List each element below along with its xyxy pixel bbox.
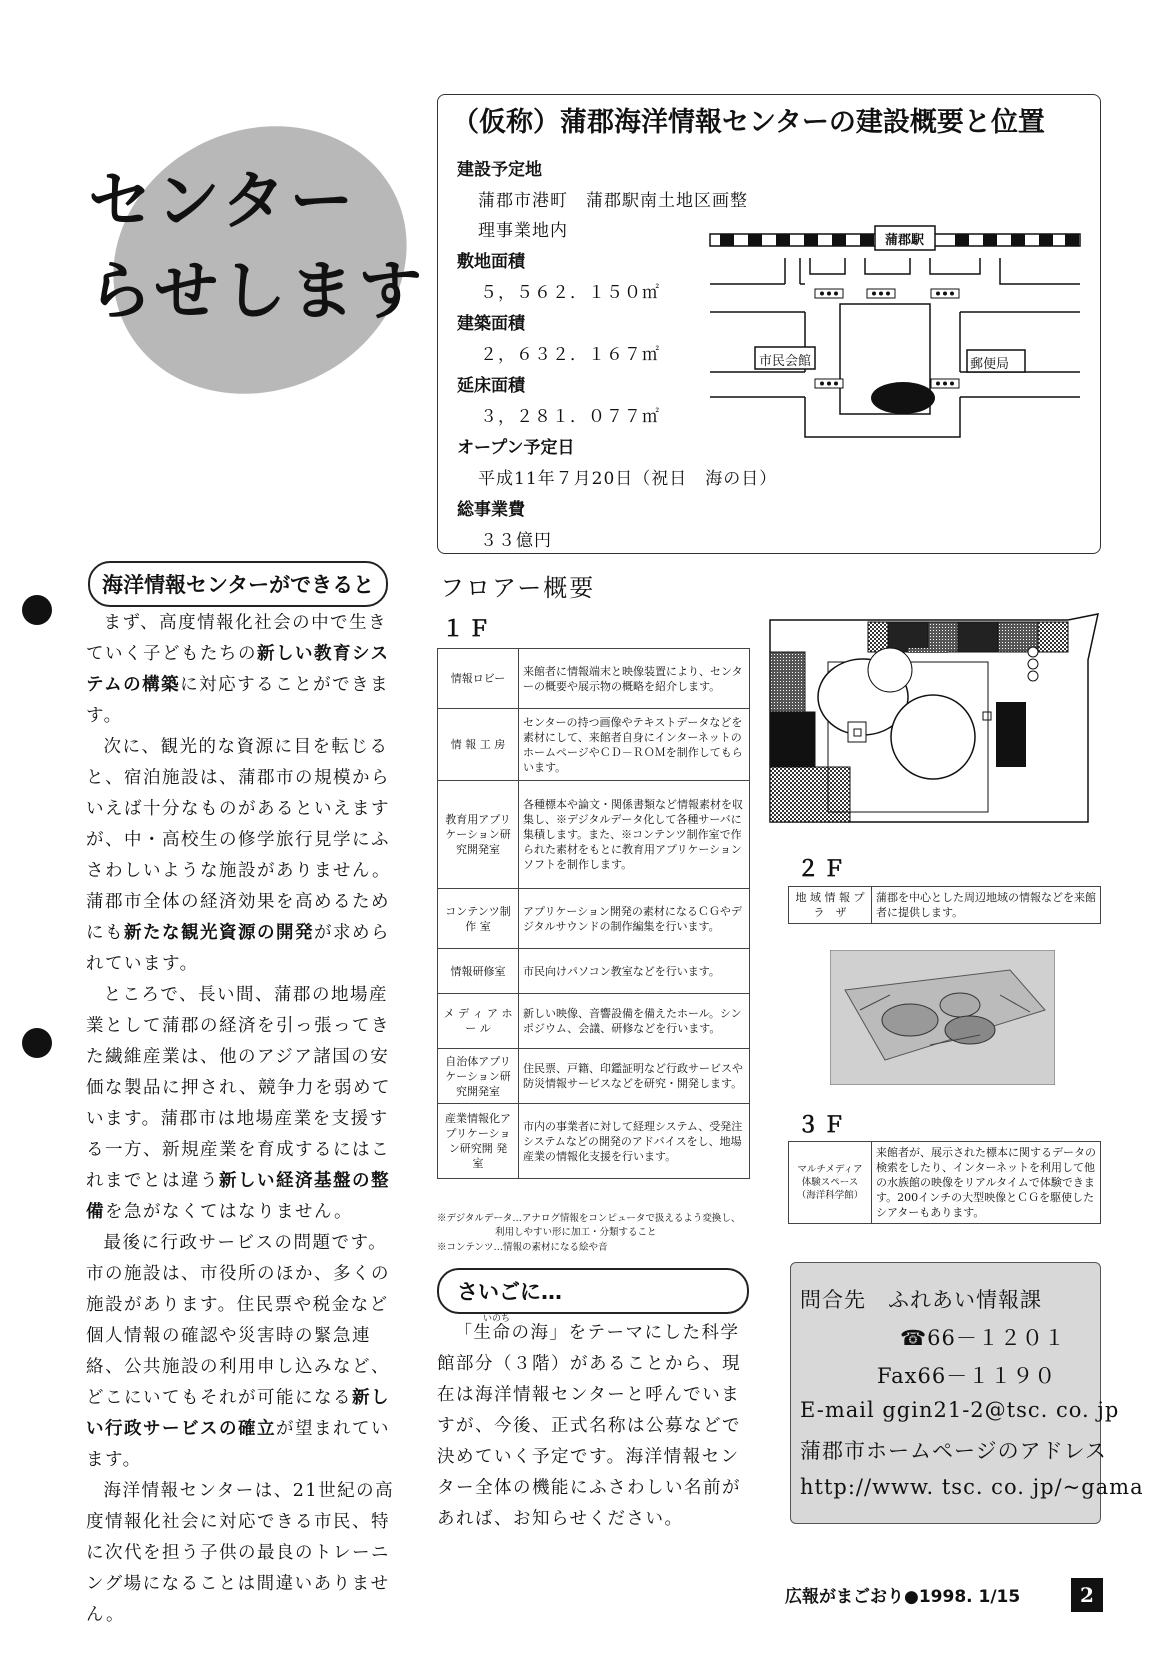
overview-label-site: 建設予定地 — [457, 160, 542, 180]
page-number: 2 — [1071, 1578, 1103, 1612]
left-article-body — [86, 608, 400, 1631]
overview-value-site-2: 理事業地内 — [478, 221, 568, 241]
table-row — [438, 709, 750, 781]
table-row — [438, 781, 750, 889]
table-row — [789, 1142, 1101, 1224]
floor-2f-table — [788, 886, 1101, 924]
table-cell-room: 情 報 工 房 — [438, 709, 519, 781]
paragraph-text: を急がなくてはなりません。 — [105, 1202, 354, 1222]
table-row — [789, 887, 1101, 924]
floor-3f-label: ３Ｆ — [797, 1113, 850, 1138]
paragraph-text: まず、高度情報化社会の中で生きていく子どもたちの — [86, 613, 388, 664]
left-paragraph — [86, 1476, 400, 1631]
overview-label-floor-area: 延床面積 — [457, 376, 525, 396]
contact-email: E-mail ggin21-2@tsc. co. jp — [800, 1398, 1120, 1422]
paragraph-text: に対応することができます。 — [86, 675, 390, 726]
table-row — [438, 994, 750, 1049]
table-cell-desc: 各種標本や論文・関係書類など情報素材を収集し、※デジタルデータ化して各種サーバに集積します。また、※コンテンツ制作室で作られた素材をもとに教育用アプリケーションソフトを制作します。 — [519, 781, 750, 889]
table-cell-desc: 市内の事業者に対して経理システム、受発注システムなどの開発のアドバイスをし、地場産業の情報化支援を行います。 — [519, 1104, 750, 1179]
footnote-contents: ※コンテンツ…情報の素材になる絵や音 — [437, 1242, 608, 1253]
map-label-city-hall: 市民会館 — [759, 354, 812, 369]
floor-3f-photo — [830, 950, 1055, 1085]
ruby-inochi: いのち — [483, 1314, 511, 1324]
table-cell-room: メ デ ィ ア ホ ー ル — [438, 994, 519, 1049]
table-cell-room: 情報ロビー — [438, 649, 519, 709]
headline-line-1: センター — [88, 165, 358, 239]
table-cell-desc: 蒲郡を中心とした周辺地域の情報などを来館者に提供します。 — [872, 887, 1101, 924]
paragraph-text: 最後に行政サービスの問題です。市の施設は、市役所のほか、多くの施設があります。住民票や税金など個人情報の確認や災害時の緊急連絡、公共施設の利用申し込みなど、どこにいてもそれが可能になる — [86, 1233, 390, 1408]
contact-fax: Fax66－１１９０ — [877, 1364, 1057, 1388]
contact-tel: ☎66－１２０１ — [900, 1326, 1066, 1350]
table-cell-room: 地 域 情 報 プ ラ ザ — [789, 887, 872, 924]
emphasis-text: 新しい経済基盤の整備 — [86, 1171, 390, 1222]
table-row — [438, 949, 750, 994]
overview-label-building-area: 建築面積 — [457, 314, 525, 334]
overview-value-open-date: 平成11年７月20日（祝日 海の日） — [478, 469, 778, 489]
floor-1f-table — [437, 648, 750, 1179]
table-cell-desc: 来館者が、展示された標本に関するデータの検索をしたり、インターネットを利用して他の水族館の映像をリアルタイムで体験できます。200インチの大型映像とＣＧを駆使したシアターもあります。 — [872, 1142, 1101, 1224]
floor-3f-table — [788, 1141, 1101, 1224]
table-row — [438, 889, 750, 949]
bullet-dot — [22, 1028, 52, 1058]
table-row — [438, 1049, 750, 1104]
overview-value-cost: ３３億円 — [480, 531, 552, 551]
table-cell-desc: 住民票、戸籍、印鑑証明など行政サービスや防災情報サービスなどを研究・開発します。 — [519, 1049, 750, 1104]
floor-2f-label: ２Ｆ — [797, 857, 850, 882]
paragraph-text: が望まれています。 — [86, 1419, 390, 1470]
bullet-dot — [22, 595, 52, 625]
overview-value-land-area: ５，５６２．１５０㎡ — [480, 283, 660, 303]
paragraph-text: 海洋情報センターは、21世紀の高度情報化社会に対応できる市民、特に次代を担う子供の最良のトレーニング場になることは間違いありません。 — [86, 1481, 395, 1625]
emphasis-text: 新しい行政サービスの確立 — [86, 1388, 390, 1439]
table-row — [438, 649, 750, 709]
table-cell-desc: アプリケーション開発の素材になるＣＧやデジタルサウンドの制作編集を行います。 — [519, 889, 750, 949]
footnote-digital-data: ※デジタルデータ…アナログ情報をコンピュータで扱えるよう変換し、 — [437, 1213, 741, 1224]
contact-title: 問合先 ふれあい情報課 — [800, 1288, 1042, 1312]
emphasis-text: 新たな観光資源の開発 — [124, 923, 314, 943]
table-cell-room: 自治体アプリケーション研究開発室 — [438, 1049, 519, 1104]
paragraph-text: 次に、観光的な資源に目を転じると、宿泊施設は、蒲郡市の規模からいえば十分なものがあるといえますが、中・高校生の修学旅行見学にふさわしいような施設がありません。蒲郡市全体の経済効果を高めるためにも — [86, 737, 392, 943]
table-row — [438, 1104, 750, 1179]
table-cell-desc: センターの持つ画像やテキストデータなどを素材にして、来館者自身にインターネットのホームページやＣＤ－ＲＯＭを制作してもらいます。 — [519, 709, 750, 781]
left-paragraph — [86, 608, 400, 732]
floor-plan-1f — [768, 612, 1103, 834]
table-cell-room: マルチメディア体験スペース（海洋科学館） — [789, 1142, 872, 1224]
contact-hp-label: 蒲郡市ホームページのアドレス — [800, 1439, 1107, 1463]
overview-value-building-area: ２，６３２．１６７㎡ — [480, 345, 660, 365]
emphasis-text: 新しい教育システムの構築 — [86, 644, 390, 695]
table-cell-desc: 市民向けパソコン教室などを行います。 — [519, 949, 750, 994]
table-cell-room: 情報研修室 — [438, 949, 519, 994]
table-cell-desc: 新しい映像、音響設備を備えたホール。シンポジウム、会議、研修などを行います。 — [519, 994, 750, 1049]
table-cell-room: 教育用アプリケーション研究開発室 — [438, 781, 519, 889]
footnote-digital-data-2: 利用しやすい形に加工・分類すること — [495, 1227, 657, 1238]
floor-heading: フロアー概要 — [440, 574, 596, 602]
overview-value-site: 蒲郡市港町 蒲郡駅南土地区画整 — [478, 191, 748, 211]
overview-label-open-date: オープン予定日 — [457, 438, 575, 458]
map-label-station: 蒲郡駅 — [885, 233, 925, 248]
paragraph-text: が求められています。 — [86, 923, 390, 974]
table-cell-room: 産業情報化アプリケーション研究開 発 室 — [438, 1104, 519, 1179]
overview-label-cost: 総事業費 — [457, 500, 525, 520]
section-heading-closing: さいごに… — [437, 1268, 749, 1314]
map-label-post-office: 郵便局 — [970, 357, 1010, 372]
table-cell-desc: 来館者に情報端末と映像装置により、センターの概要や展示物の概略を紹介します。 — [519, 649, 750, 709]
left-paragraph — [86, 732, 400, 980]
section-heading-left: 海洋情報センターができると — [88, 561, 388, 607]
left-paragraph — [86, 980, 400, 1228]
overview-value-floor-area: ３，２８１．０７７㎡ — [480, 407, 660, 427]
contact-url[interactable]: http://www. tsc. co. jp/~gama — [800, 1475, 1144, 1499]
left-paragraph — [86, 1228, 400, 1476]
floor-1f-label: １Ｆ — [442, 617, 495, 642]
table-cell-room: コンテンツ制 作 室 — [438, 889, 519, 949]
location-map — [705, 222, 1085, 442]
footer-publication: 広報がまごおり●1998. 1/15 — [785, 1587, 1021, 1607]
overview-label-land-area: 敷地面積 — [457, 252, 525, 272]
closing-paragraph: 「生命の海」をテーマにした科学館部分（３階）があることから、現在は海洋情報センターと呼んでいますが、今後、正式名称は公募などで決めていく予定です。海洋情報センター全体の機能にふさわしい名前があれば、お知らせください。 — [437, 1323, 741, 1529]
headline-line-2: らせします — [88, 255, 427, 329]
paragraph-text: ところで、長い間、蒲郡の地場産業として蒲郡の経済を引っ張ってきた繊維産業は、他のアジア諸国の安価な製品に押され、競争力を弱めています。蒲郡市は地場産業を支援する一方、新規産業を育成するにはこれまでとは違う — [86, 985, 392, 1191]
overview-title: （仮称）蒲郡海洋情報センターの建設概要と位置 — [452, 107, 1045, 138]
